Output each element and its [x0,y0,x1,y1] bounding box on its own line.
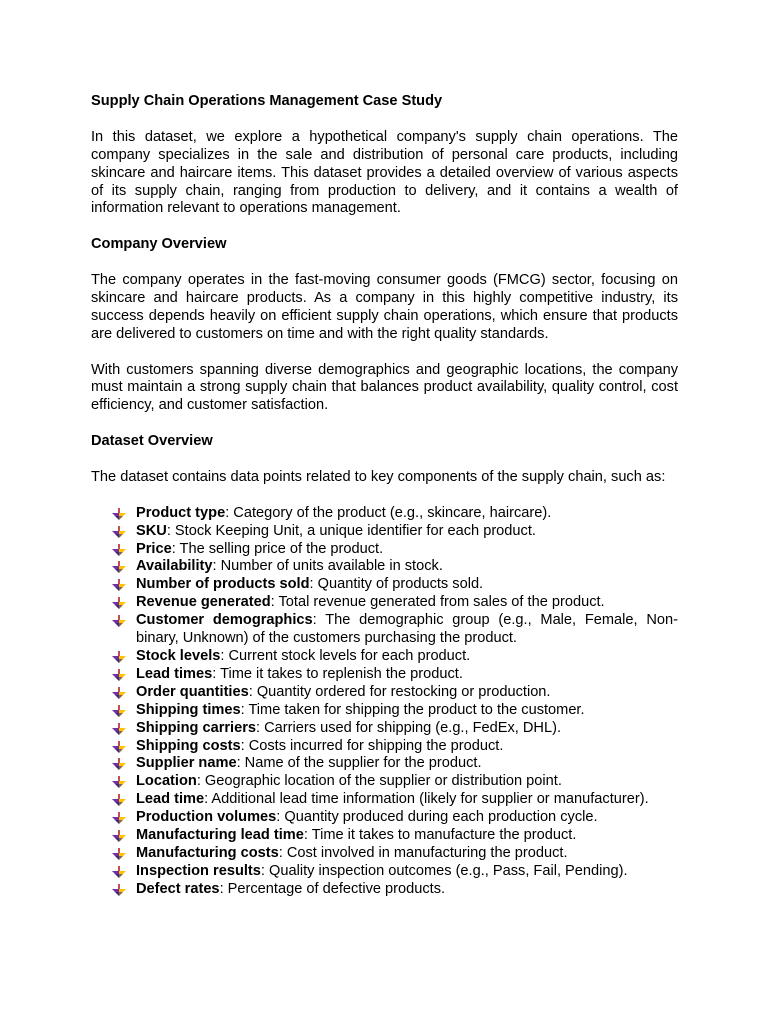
arrow-bullet-icon [112,723,126,735]
field-description: : The demographic group (e.g., Male, Female, Non-binary, Unknown) of the customers purchasing the product. [136,612,678,647]
list-item [136,541,678,559]
intro-paragraph: In this dataset, we explore a hypothetical company's supply chain operations. The company specializes in the sale and distribution of personal care products, including skincare and haircare items. This dataset provides a detailed overview of various aspects of its supply chain, ranging from production to delivery, and it contains a wealth of information relevant to operations management. [91,128,678,217]
spacer [91,344,678,362]
field-term: Order quantities [136,683,249,700]
spacer [91,254,678,272]
list-item [136,523,678,541]
field-description: : Number of units available in stock. [212,558,443,575]
arrow-bullet-icon [112,884,126,896]
field-term: Revenue generated [136,594,271,611]
arrow-bullet-icon [112,687,126,699]
arrow-bullet-icon [112,758,126,770]
list-item [136,702,678,720]
arrow-bullet-icon [112,776,126,788]
field-description: : Total revenue generated from sales of the product. [270,594,605,611]
field-description: : Name of the supplier for the product. [236,755,482,772]
field-description: : Quantity ordered for restocking or production. [248,683,551,700]
field-description: : Category of the product (e.g., skincare, haircare). [225,504,552,521]
field-term: SKU [136,522,167,539]
dataset-fields-list [91,505,678,899]
list-item [136,684,678,702]
spacer [91,451,678,469]
field-description: : Carriers used for shipping (e.g., FedEx, DHL). [256,719,561,736]
dataset-overview-paragraph: The dataset contains data points related to key components of the supply chain, such as: [91,468,666,485]
field-term: Customer demographics [136,612,313,629]
field-description: : Quality inspection outcomes (e.g., Pass, Fail, Pending). [260,862,628,879]
document-page [91,93,678,899]
list-item [136,738,678,756]
field-term: Availability [136,558,213,575]
field-description: : Current stock levels for each product. [220,647,471,664]
field-description: : Time it takes to replenish the product. [212,665,463,682]
field-term: Location [136,773,197,790]
spacer [91,218,678,236]
field-description: : Geographic location of the supplier or distribution point. [196,773,562,790]
field-term: Shipping carriers [136,719,257,736]
list-item [136,648,678,666]
dataset-overview-heading: Dataset Overview [91,433,213,450]
field-description: : Time taken for shipping the product to the customer. [240,701,585,718]
field-term: Shipping costs [136,737,241,754]
company-overview-heading: Company Overview [91,236,227,253]
field-description: : Costs incurred for shipping the product. [240,737,504,754]
document-title: Supply Chain Operations Management Case Study [91,93,443,109]
list-item [136,576,678,594]
spacer [91,111,678,129]
arrow-bullet-icon [112,651,126,663]
arrow-bullet-icon [112,544,126,556]
field-term: Price [136,540,172,557]
list-item [136,827,678,845]
field-term: Lead times [136,665,213,682]
list-item [136,881,678,899]
field-description: : Additional lead time information (likely for supplier or manufacturer). [204,791,649,808]
list-item [136,845,678,863]
field-description: : Time it takes to manufacture the product. [303,827,577,844]
arrow-bullet-icon [112,705,126,717]
arrow-bullet-icon [112,508,126,520]
field-term: Stock levels [136,647,221,664]
field-term: Production volumes [136,809,277,826]
spacer [91,415,678,433]
list-item [136,666,678,684]
company-overview-paragraph-2: With customers spanning diverse demographics and geographic locations, the company must maintain a strong supply chain that balances product availability, quality control, cost efficiency, and customer satisfaction. [91,361,678,414]
arrow-bullet-icon [112,741,126,753]
field-description: : Cost involved in manufacturing the product. [278,844,568,861]
arrow-bullet-icon [112,526,126,538]
field-description: : Percentage of defective products. [219,880,446,897]
list-item [136,809,678,827]
field-term: Supplier name [136,755,237,772]
field-description: : Quantity produced during each production cycle. [276,809,598,826]
list-item [136,594,678,612]
arrow-bullet-icon [112,669,126,681]
arrow-bullet-icon [112,812,126,824]
field-term: Inspection results [136,862,261,879]
arrow-bullet-icon [112,794,126,806]
field-term: Product type [136,504,226,521]
list-item [136,558,678,576]
company-overview-paragraph-1: The company operates in the fast-moving consumer goods (FMCG) sector, focusing on skincare and haircare products. As a company in this highly competitive industry, its success depends heavily on efficient supply chain operations, which ensure that products are delivered to customers on time and with the right quality standards. [91,272,678,342]
list-item [136,720,678,738]
field-term: Number of products sold [136,576,310,593]
arrow-bullet-icon [112,597,126,609]
list-item [136,863,678,881]
list-item [136,612,678,648]
arrow-bullet-icon [112,561,126,573]
field-description: : Quantity of products sold. [309,576,484,593]
arrow-bullet-icon [112,830,126,842]
arrow-bullet-icon [112,579,126,591]
field-term: Lead time [136,791,205,808]
list-item [136,773,678,791]
spacer [91,487,678,505]
field-term: Shipping times [136,701,241,718]
field-description: : The selling price of the product. [171,540,384,557]
field-term: Defect rates [136,880,220,897]
arrow-bullet-icon [112,848,126,860]
arrow-bullet-icon [112,866,126,878]
list-item [136,755,678,773]
list-item [136,791,678,809]
list-item [136,505,678,523]
arrow-bullet-icon [112,615,126,627]
field-term: Manufacturing lead time [136,827,304,844]
field-description: : Stock Keeping Unit, a unique identifier for each product. [166,522,536,539]
field-term: Manufacturing costs [136,844,279,861]
